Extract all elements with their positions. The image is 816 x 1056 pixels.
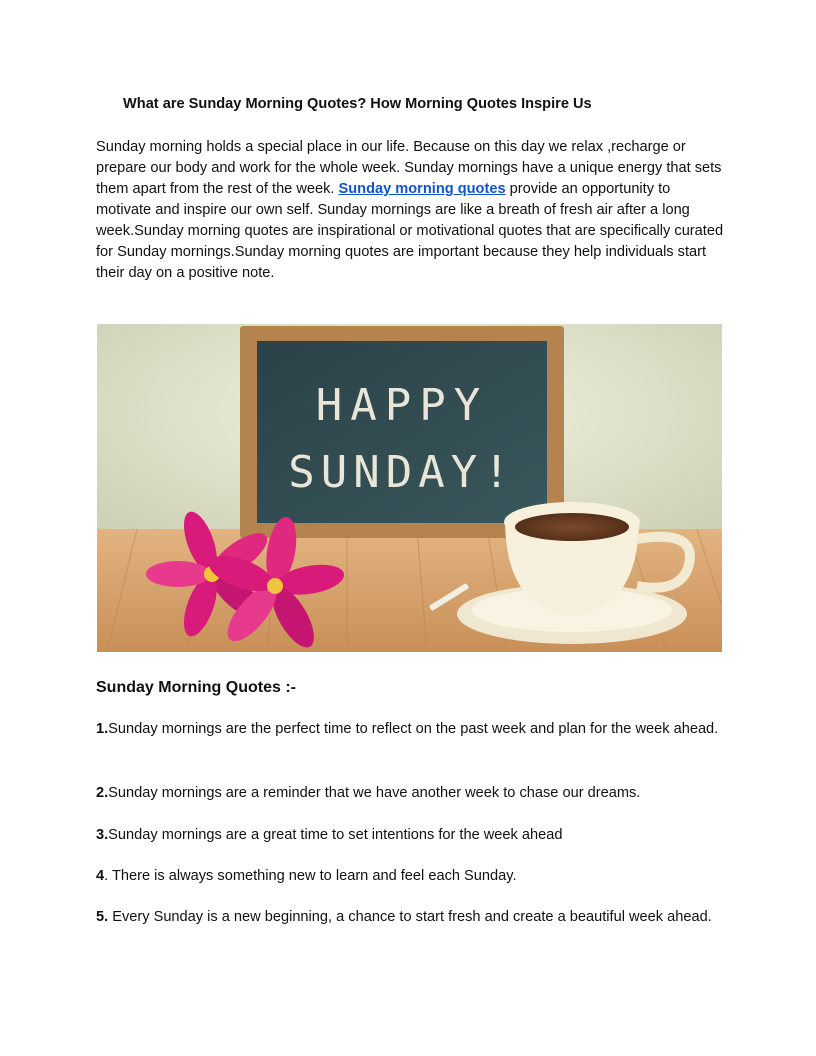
- quote-number: 4: [96, 868, 105, 884]
- quote-item: [96, 825, 726, 846]
- quote-text: Every Sunday is a new beginning, a chance to start fresh and create a beautiful week ahead.: [108, 909, 712, 925]
- article-title: What are Sunday Morning Quotes? How Morning Quotes Inspire Us: [123, 96, 592, 112]
- intro-paragraph: [96, 137, 726, 284]
- happy-sunday-image: [97, 324, 722, 652]
- chalkboard-line1: HAPPY: [315, 380, 489, 431]
- quote-number: 5.: [96, 909, 109, 925]
- intro-text-end: provide an opportunity to motivate and inspire our own self. Sunday mornings are like a breath of fresh air after a long week.Sunday morning quotes are inspirational or motivational quotes that are specifically curated for Sunday mornings.Sunday morning quotes are important because they help individuals start their day on a positive note.: [96, 181, 724, 281]
- chalkboard-line2: SUNDAY!: [288, 447, 516, 498]
- quote-number: 3.: [96, 827, 109, 843]
- quote-number: 2.: [96, 785, 109, 801]
- quote-item: [96, 866, 726, 887]
- quote-item: [96, 719, 726, 740]
- sunday-morning-quotes-link[interactable]: Sunday morning quotes: [338, 181, 506, 197]
- intro-text-start: Sunday morning holds a special place in our life. Because on this day we relax ,recharge or prepare our body and work for the whole week. Sunday mornings have a unique energy that sets them apart from the rest of the week.: [96, 139, 722, 197]
- quote-item: [96, 783, 726, 804]
- coffee: [515, 513, 629, 541]
- quotes-section-heading: Sunday Morning Quotes :-: [96, 679, 296, 696]
- quote-number: 1.: [96, 721, 109, 737]
- quote-text: Sunday mornings are the perfect time to reflect on the past week and plan for the week ahead.: [108, 721, 719, 737]
- quote-text: Sunday mornings are a great time to set intentions for the week ahead: [108, 827, 563, 843]
- quote-text: . There is always something new to learn and feel each Sunday.: [104, 868, 517, 884]
- happy-sunday-illustration: [97, 324, 722, 652]
- quote-text: Sunday mornings are a reminder that we have another week to chase our dreams.: [108, 785, 641, 801]
- quote-item: [96, 907, 726, 928]
